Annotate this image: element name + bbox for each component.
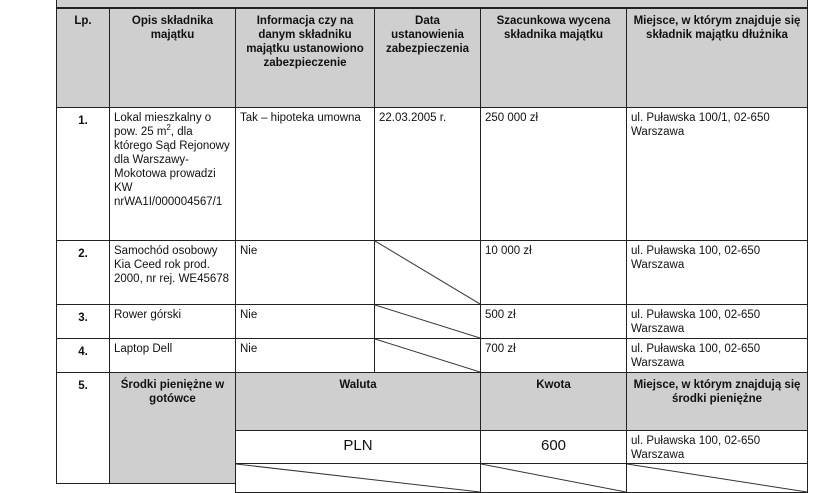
row-2-wycena: 10 000 zł — [480, 240, 627, 305]
row-3-lp: 3. — [56, 304, 110, 339]
row-1-lp: 1. — [56, 107, 110, 241]
row-4-miejsce: ul. Puławska 100, 02-650 Warszawa — [626, 338, 808, 373]
row-2-zabezpieczenie: Nie — [235, 240, 375, 305]
table-top-band — [56, 0, 808, 8]
cash-empty-waluta — [235, 463, 481, 493]
header-opis: Opis składnika majątku — [109, 8, 236, 108]
row-5-label: Środki pieniężne w gotówce — [109, 372, 236, 484]
row-4-zabezpieczenie: Nie — [235, 338, 375, 373]
cash-empty-waluta-strike — [236, 464, 480, 492]
header-lp: Lp. — [56, 8, 110, 108]
row-3-strike-line — [375, 305, 480, 338]
row-2-opis: Samochód osobowy Kia Ceed rok prod. 2000, nr rej. WE45678 — [109, 240, 236, 305]
row-3-wycena: 500 zł — [480, 304, 627, 339]
row-2-strike-line — [375, 241, 480, 304]
row-5-lp: 5. — [56, 372, 110, 484]
header-informacja: Informacja czy na danym składniku majątku ustanowiono zabezpieczenie — [235, 8, 375, 108]
row-1-opis-main: Lokal mieszkalny o pow. 25 m — [114, 112, 212, 138]
row-3-data-empty — [374, 304, 481, 339]
row-1-data: 22.03.2005 r. — [374, 107, 481, 241]
row-4-lp: 4. — [56, 338, 110, 373]
row-4-wycena: 700 zł — [480, 338, 627, 373]
cash-kwota-header: Kwota — [480, 372, 627, 431]
cash-empty-kwota — [480, 463, 627, 493]
cash-empty-kwota-strike — [481, 464, 626, 492]
row-1-zabezpieczenie: Tak – hipoteka umowna — [235, 107, 375, 241]
row-3-opis: Rower górski — [109, 304, 236, 339]
cash-miejsce-header: Miejsce, w którym znajdują się środki pieniężne — [626, 372, 808, 431]
cash-empty-miejsce-strike — [627, 464, 807, 492]
cash-empty-miejsce — [626, 463, 808, 493]
header-wycena: Szacunkowa wycena składnika majątku — [480, 8, 627, 108]
row-3-miejsce: ul. Puławska 100, 02-650 Warszawa — [626, 304, 808, 339]
row-4-data-empty — [374, 338, 481, 373]
row-1-opis — [109, 107, 236, 241]
header-miejsce: Miejsce, w którym znajduje się składnik majątku dłużnika — [626, 8, 808, 108]
cash-kwota-value: 600 — [480, 430, 627, 464]
row-4-opis: Laptop Dell — [109, 338, 236, 373]
row-2-lp: 2. — [56, 240, 110, 305]
header-data: Data ustanowienia zabezpieczenia — [374, 8, 481, 108]
row-1-opis-sup: 2 — [166, 123, 171, 133]
row-1-miejsce: ul. Puławska 100/1, 02-650 Warszawa — [626, 107, 808, 241]
cash-waluta-value: PLN — [235, 430, 481, 464]
row-2-data-empty — [374, 240, 481, 305]
row-1-opis-rest: , dla którego Sąd Rejonowy dla Warszawy-Mokotowa prowadzi KW nrWA1I/000004567/1 — [114, 126, 230, 208]
cash-miejsce-value: ul. Puławska 100, 02-650 Warszawa — [626, 430, 808, 464]
row-2-miejsce: ul. Puławska 100, 02-650 Warszawa — [626, 240, 808, 305]
cash-waluta-header: Waluta — [235, 372, 481, 431]
row-1-wycena: 250 000 zł — [480, 107, 627, 241]
row-3-zabezpieczenie: Nie — [235, 304, 375, 339]
row-4-strike-line — [375, 339, 480, 372]
